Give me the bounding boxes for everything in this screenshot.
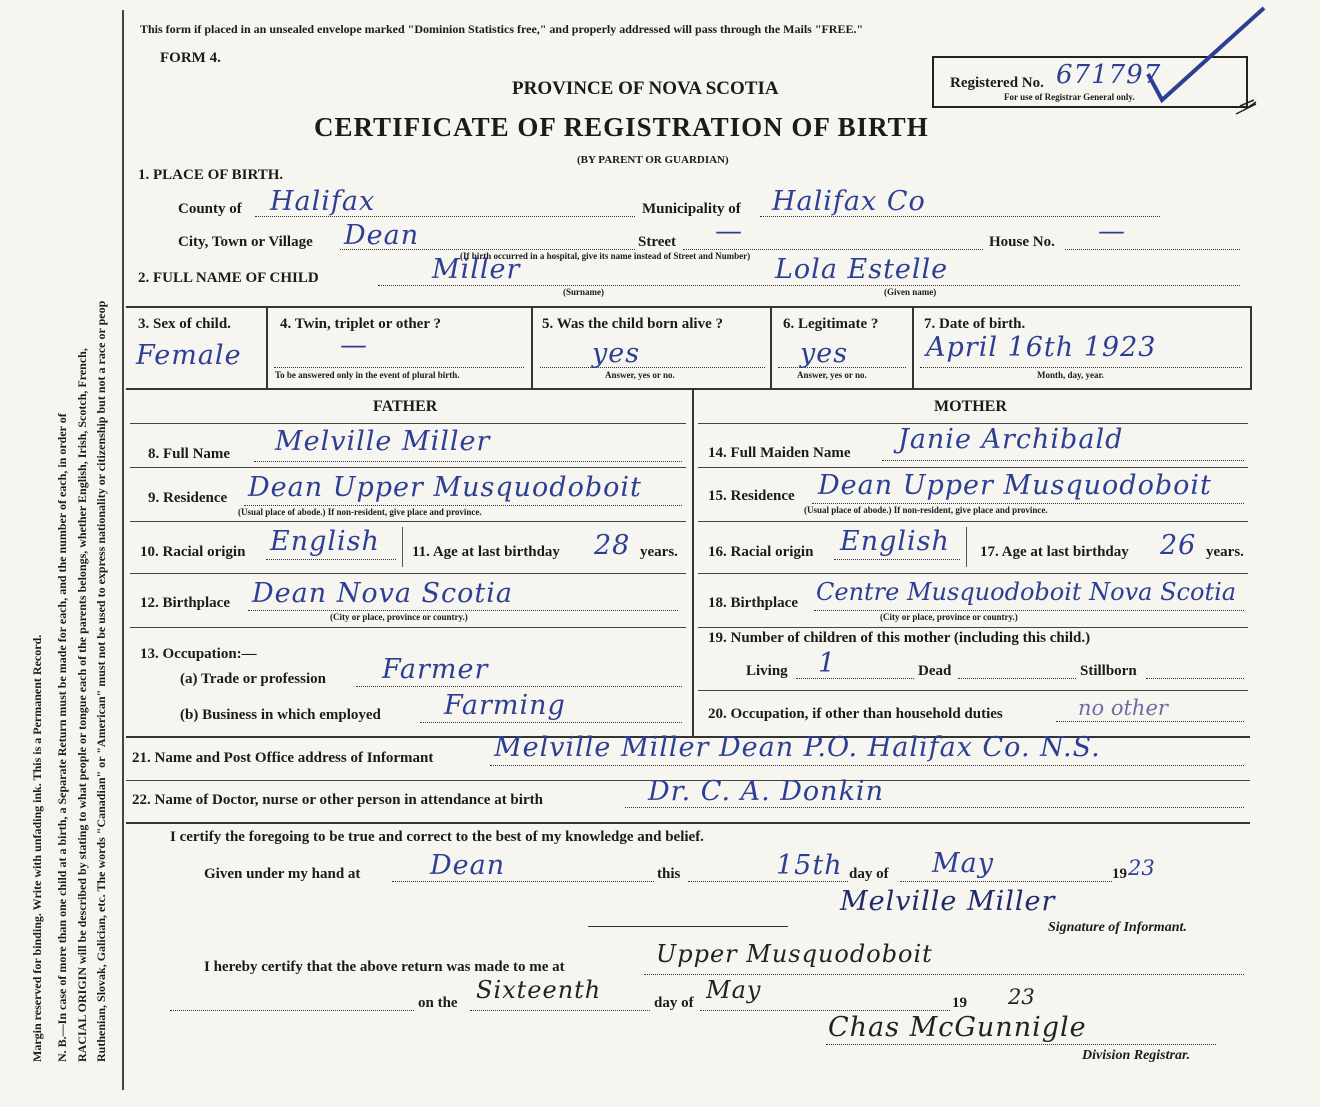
registrar-signature-label: Division Registrar.: [1082, 1048, 1191, 1063]
mother-name-line: [882, 460, 1244, 461]
rule: [698, 627, 1248, 628]
plural-birth-value: —: [340, 330, 368, 361]
mother-years-label: years.: [1206, 544, 1244, 560]
registrar-month: May: [706, 976, 762, 1004]
registered-number-label: Registered No.: [950, 75, 1044, 91]
month-line: [900, 881, 1112, 882]
born-alive-note: Answer, yes or no.: [605, 370, 675, 380]
rule: [130, 627, 686, 628]
child-name-line: [378, 285, 1240, 286]
informant-label: 21. Name and Post Office address of Informant: [132, 750, 434, 766]
divider: [531, 306, 533, 388]
day-of-label: day of: [849, 866, 889, 882]
county-label: County of: [178, 201, 242, 217]
father-heading: FATHER: [373, 398, 438, 415]
dead-label: Dead: [918, 663, 952, 679]
rule: [126, 822, 1250, 824]
registrar-day: Sixteenth: [476, 976, 602, 1004]
rule: [130, 573, 686, 574]
rule: [130, 521, 686, 522]
born-alive-label: 5. Was the child born alive ?: [542, 316, 723, 332]
father-residence-note: (Usual place of abode.) If non-resident, give place and province.: [238, 507, 482, 517]
divider: [402, 527, 403, 567]
rule: [698, 467, 1248, 468]
registrar-month-line: [700, 1010, 950, 1011]
doctor-line: [625, 807, 1244, 808]
registrar-blank-line: [170, 1010, 414, 1011]
living-label: Living: [746, 663, 788, 679]
given-at-line: [392, 881, 654, 882]
mother-name: Janie Archibald: [898, 424, 1124, 455]
rule: [130, 423, 686, 424]
mother-race-line: [834, 559, 960, 560]
registrar-year: 23: [1008, 985, 1035, 1009]
registrar-year-prefix: 19: [952, 995, 967, 1011]
divider: [266, 306, 268, 388]
mother-residence-line: [812, 503, 1244, 504]
father-residence-label: 9. Residence: [148, 490, 228, 506]
mother-residence: Dean Upper Musquodoboit: [818, 470, 1212, 501]
mother-age-label: 17. Age at last birthday: [980, 544, 1129, 560]
rule: [698, 690, 1248, 691]
this-label: this: [657, 866, 681, 882]
rule: [698, 521, 1248, 522]
rule: [130, 467, 686, 468]
father-name-line: [254, 461, 682, 462]
date-of-birth-line: [920, 367, 1242, 368]
doctor-label: 22. Name of Doctor, nurse or other person in attendance at birth: [132, 792, 543, 808]
mother-birthplace-note: (City or place, province or country.): [880, 612, 1018, 622]
house-number-label: House No.: [989, 234, 1055, 250]
mother-occupation-label: 20. Occupation, if other than household duties: [708, 706, 1003, 722]
margin-note-3: RACIAL ORIGIN will be described by stating to what people or tongue each of the parents belongs, whether English, Irish, Scotch, French,: [75, 348, 89, 1062]
certify-month: May: [932, 848, 994, 879]
given-at-place: Dean: [430, 850, 506, 881]
father-name: Melville Miller: [275, 426, 491, 457]
mother-race-label: 16. Racial origin: [708, 544, 814, 560]
page-subtitle: (BY PARENT OR GUARDIAN): [577, 154, 729, 166]
year-prefix: 19: [1112, 866, 1127, 882]
registrar-place-line: [644, 974, 1244, 975]
born-alive-line: [540, 367, 765, 368]
surname-caption: (Surname): [563, 287, 604, 297]
sex-value: Female: [136, 340, 242, 371]
registrar-statement: I hereby certify that the above return was made to me at: [204, 959, 565, 975]
father-birthplace-label: 12. Birthplace: [140, 595, 230, 611]
trade-value: Farmer: [382, 654, 489, 685]
trade-line: [356, 686, 682, 687]
business-label: (b) Business in which employed: [180, 707, 381, 723]
page-title: CERTIFICATE OF REGISTRATION OF BIRTH: [314, 112, 929, 142]
mother-residence-label: 15. Residence: [708, 488, 795, 504]
street-label: Street: [638, 234, 677, 250]
mother-birthplace-line: [814, 610, 1244, 611]
mother-birthplace: Centre Musquodoboit Nova Scotia: [816, 578, 1237, 606]
registrar-signature: Chas McGunnigle: [828, 1012, 1087, 1043]
father-race-line: [266, 559, 396, 560]
father-race-label: 10. Racial origin: [140, 544, 246, 560]
child-name-label: 2. FULL NAME OF CHILD: [138, 270, 319, 286]
province-heading: PROVINCE OF NOVA SCOTIA: [512, 78, 779, 99]
county-value: Halifax: [270, 186, 376, 217]
given-name-caption: (Given name): [884, 287, 937, 297]
legitimate-value: yes: [800, 338, 849, 369]
house-number-line: [1065, 249, 1240, 250]
living-line: [796, 678, 914, 679]
registrar-day-line: [470, 1010, 650, 1011]
checkmark-icon: [1140, 4, 1270, 134]
hospital-note: (If birth occurred in a hospital, give its name instead of Street and Number): [460, 251, 751, 261]
margin-note-1: Margin reserved for binding. Write with unfading ink. This is a Permanent Record.: [30, 634, 44, 1062]
father-occupation-label: 13. Occupation:—: [140, 646, 257, 662]
date-of-birth-note: Month, day, year.: [1037, 370, 1104, 380]
dead-line: [958, 678, 1076, 679]
born-alive-value: yes: [592, 338, 641, 369]
registrar-general-note: For use of Registrar General only.: [1004, 92, 1135, 102]
doctor-value: Dr. C. A. Donkin: [648, 776, 884, 807]
father-residence-line: [244, 505, 682, 506]
registrar-day-of-label: day of: [654, 995, 694, 1011]
rule: [826, 1044, 1216, 1045]
mother-occupation-line: [1056, 721, 1244, 722]
informant-value: Melville Miller Dean P.O. Halifax Co. N.S.: [494, 732, 1101, 763]
father-name-label: 8. Full Name: [148, 446, 231, 462]
municipality-value: Halifax Co: [772, 186, 926, 217]
father-race: English: [270, 526, 380, 557]
registered-number: 671797: [1056, 60, 1162, 90]
business-value: Farming: [444, 690, 566, 721]
plural-birth-label: 4. Twin, triplet or other ?: [280, 316, 441, 332]
informant-signature: Melville Miller: [840, 886, 1056, 917]
trade-label: (a) Trade or profession: [180, 671, 326, 687]
mail-notice: This form if placed in an unsealed envelope marked "Dominion Statistics free," and properly addressed will pass through the Mails "FREE.": [140, 22, 864, 36]
child-surname: Miller: [432, 254, 521, 285]
certify-statement: I certify the foregoing to be true and correct to the best of my knowledge and belief.: [170, 829, 704, 845]
father-years-label: years.: [640, 544, 678, 560]
father-birthplace: Dean Nova Scotia: [252, 578, 513, 609]
rule: [588, 926, 788, 927]
street-line: [683, 249, 983, 250]
father-birthplace-line: [248, 610, 678, 611]
certify-day: 15th: [776, 850, 843, 881]
legitimate-label: 6. Legitimate ?: [783, 316, 879, 332]
children-count-label: 19. Number of children of this mother (including this child.): [708, 630, 1091, 646]
mother-residence-note: (Usual place of abode.) If non-resident, give place and province.: [804, 505, 1048, 515]
legitimate-note: Answer, yes or no.: [797, 370, 867, 380]
parents-divider: [692, 388, 694, 736]
father-age-label: 11. Age at last birthday: [412, 544, 560, 560]
plural-birth-line: [274, 367, 524, 368]
child-given-name: Lola Estelle: [775, 254, 949, 285]
date-of-birth-label: 7. Date of birth.: [924, 316, 1026, 332]
mother-age: 26: [1160, 530, 1197, 561]
mother-name-label: 14. Full Maiden Name: [708, 445, 851, 461]
rule: [698, 573, 1248, 574]
sex-label: 3. Sex of child.: [138, 316, 231, 332]
registrar-place: Upper Musquodoboit: [656, 940, 933, 968]
mother-heading: MOTHER: [934, 398, 1007, 415]
street-value: —: [715, 216, 743, 247]
municipality-label: Municipality of: [642, 201, 741, 217]
father-age: 28: [594, 530, 631, 561]
on-the-label: on the: [418, 995, 458, 1011]
mother-birthplace-label: 18. Birthplace: [708, 595, 798, 611]
father-residence: Dean Upper Musquodoboit: [248, 472, 642, 503]
stillborn-line: [1146, 678, 1244, 679]
certify-year: 23: [1128, 856, 1155, 880]
divider: [912, 306, 914, 388]
form-number: FORM 4.: [160, 50, 221, 66]
margin-note-2: N. B.—In case of more than one child at a birth, a Separate Return must be made for each, and the number of each, in order of: [55, 413, 69, 1062]
divider: [770, 306, 772, 388]
mother-occupation: no other: [1078, 696, 1168, 720]
father-birthplace-note: (City or place, province or country.): [330, 612, 468, 622]
place-of-birth-label: 1. PLACE OF BIRTH.: [138, 167, 284, 183]
day-line: [688, 881, 848, 882]
mother-race: English: [840, 526, 950, 557]
date-of-birth-value: April 16th 1923: [926, 332, 1157, 363]
stillborn-label: Stillborn: [1080, 663, 1137, 679]
city-value: Dean: [344, 220, 420, 251]
plural-birth-note: To be answered only in the event of plural birth.: [275, 370, 460, 380]
business-line: [420, 722, 682, 723]
margin-note-4: Ruthenian, Slovak, Galician, etc. The words "Canadian" or "American" must not be used to express nationality or citizenship but not a race or peop: [94, 300, 108, 1062]
margin-rule: [122, 10, 124, 1090]
informant-signature-label: Signature of Informant.: [1048, 920, 1187, 935]
living-value: 1: [818, 648, 837, 679]
given-at-label: Given under my hand at: [204, 866, 361, 882]
city-label: City, Town or Village: [178, 234, 313, 250]
divider: [966, 527, 967, 567]
house-number-value: —: [1098, 216, 1126, 247]
informant-line: [490, 765, 1244, 766]
